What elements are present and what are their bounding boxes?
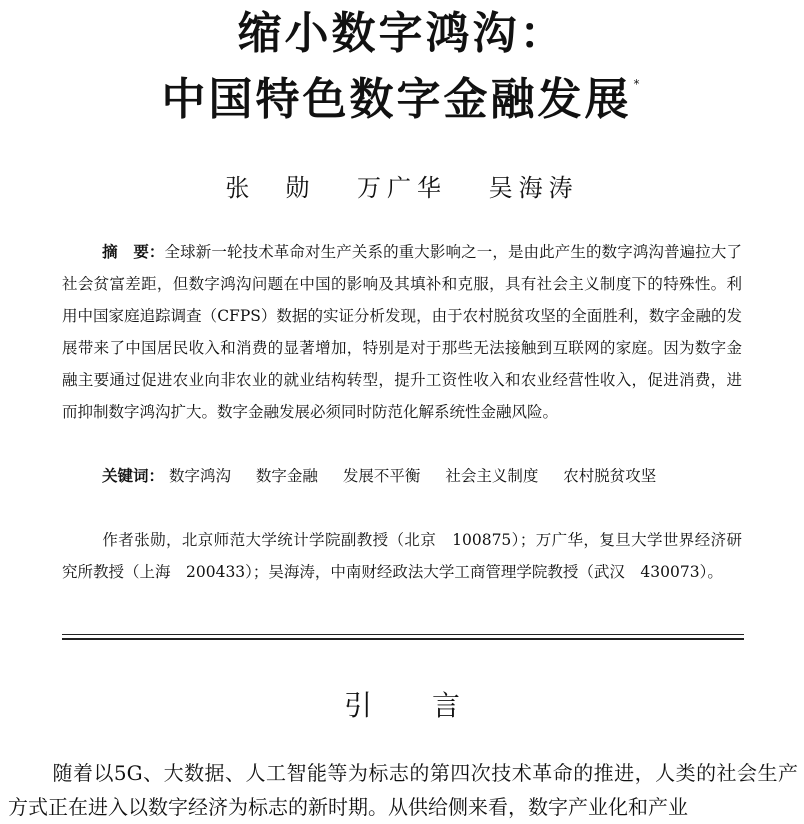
keyword: 农村脱贫攻坚: [563, 467, 657, 485]
divider-thin: [62, 634, 744, 635]
keyword: 数字鸿沟: [168, 467, 231, 485]
keyword: 社会主义制度: [445, 467, 539, 485]
footnote-mark: *: [633, 77, 643, 91]
keywords-label: 关键词：: [102, 467, 165, 485]
divider-thick: [62, 638, 744, 640]
body-paragraph: 随着以5G、大数据、人工智能等为标志的第四次技术革命的推进，人类的社会生产方式正在进入以数字经济为标志的新时期。从供给侧来看，数字产业化和产业: [8, 761, 798, 819]
abstract-label: 摘 要：: [102, 243, 165, 261]
author-affiliations: 作者张勋，北京师范大学统计学院副教授（北京 100875）；万广华，复旦大学世界经济研究所教授（上海 200433）；吴海涛，中南财经政法大学工商管理学院教授（武汉 430073）。: [62, 531, 742, 581]
abstract: [62, 236, 742, 428]
section-heading: 引言: [343, 689, 520, 722]
paper-title-line1: 缩小数字鸿沟：: [237, 8, 567, 59]
keyword: 数字金融: [255, 467, 318, 485]
paper-title-line2: 中国特色数字金融发展 *: [161, 74, 643, 125]
author-name: 张 勋: [225, 174, 316, 202]
keywords: [62, 460, 742, 492]
author-list: [0, 168, 804, 203]
author-name: 万广华: [357, 174, 447, 202]
keyword: 发展不平衡: [342, 467, 421, 485]
abstract-text: 全球新一轮技术革命对生产关系的重大影响之一，是由此产生的数字鸿沟普遍拉大了社会贫富差距，但数字鸿沟问题在中国的影响及其填补和克服，具有社会主义制度下的特殊性。利用中国家庭追踪调查（CFPS）数据的实证分析发现，由于农村脱贫攻坚的全面胜利，数字金融的发展带来了中国居民收入和消费的显著增加，特别是对于那些无法接触到互联网的家庭。因为数字金融主要通过促进农业向非农业的就业结构转型，提升工资性收入和农业经营性收入，促进消费，进而抑制数字鸿沟扩大。数字金融发展必须同时防范化解系统性金融风险。: [62, 243, 742, 421]
author-name: 吴海涛: [488, 174, 579, 202]
